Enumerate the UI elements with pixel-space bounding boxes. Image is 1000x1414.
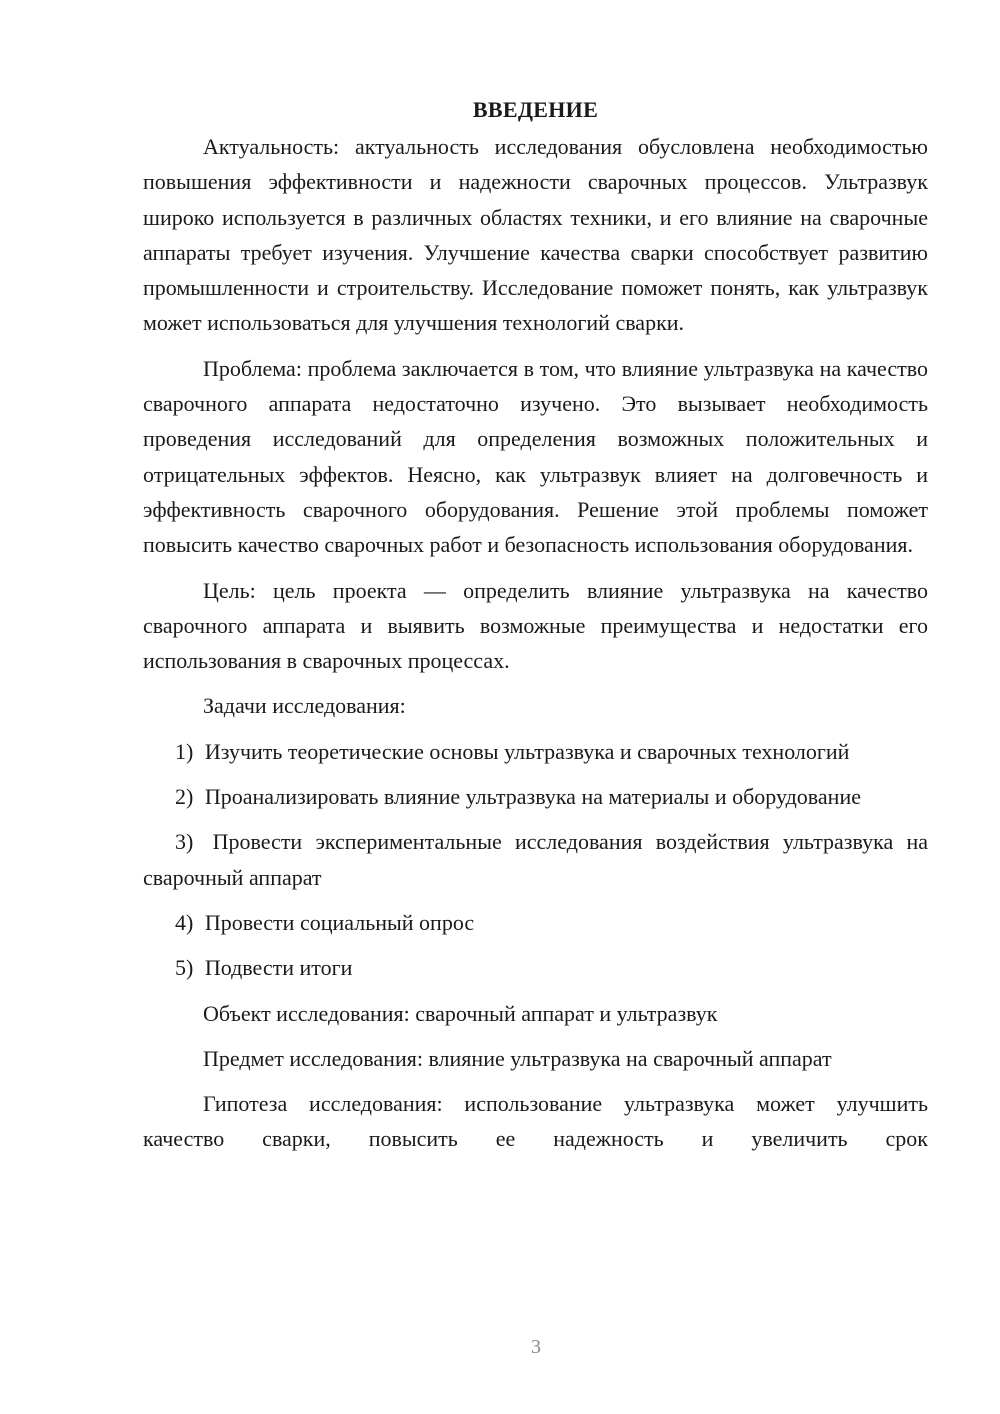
tasks-list xyxy=(143,734,928,986)
paragraph-relevance: Актуальность: актуальность исследования обусловлена необходимостью повышения эффективности и надежности сварочных процессов. Ультразвук широко используется в различных областях техники, и его влияние на сварочные аппараты требует изучения. Улучшение качества сварки способствует развитию промышленности и строительству. Исследование поможет понять, как ультразвук может использоваться для улучшения технологий сварки. xyxy=(143,134,928,336)
list-item-number: 5) xyxy=(175,955,194,981)
list-item-text: Провести социальный опрос xyxy=(204,909,475,935)
list-item xyxy=(143,734,928,769)
paragraph-hypothesis: Гипотеза исследования: использование ультразвука может улучшить качество сварки, повысить ее надежность и увеличить срок xyxy=(143,1091,928,1152)
list-item-number: 4) xyxy=(175,909,194,935)
list-item-text: Провести экспериментальные исследования воздействия ультразвука на сварочный аппарат xyxy=(143,829,929,890)
paragraph-object: Объект исследования: сварочный аппарат и ультразвук xyxy=(203,1000,718,1026)
list-item-text: Подвести итоги xyxy=(204,955,353,981)
list-item-number: 1) xyxy=(175,738,194,764)
section-heading: ВВЕДЕНИЕ xyxy=(472,97,599,122)
page-number: 3 xyxy=(531,1336,541,1358)
list-item-text: Проанализировать влияние ультразвука на материалы и оборудование xyxy=(204,784,861,810)
list-item-text: Изучить теоретические основы ультразвука и сварочных технологий xyxy=(204,738,850,764)
list-item-number: 3) xyxy=(175,829,194,855)
document-page xyxy=(143,92,928,1157)
list-item xyxy=(143,824,928,895)
paragraph-goal: Цель: цель проекта — определить влияние ультразвука на качество сварочного аппарата и выявить возможные преимущества и недостатки его использования в сварочных процессах. xyxy=(143,577,928,674)
paragraph-subject: Предмет исследования: влияние ультразвука на сварочный аппарат xyxy=(203,1045,832,1071)
list-item xyxy=(143,779,928,814)
paragraph-tasks-title: Задачи исследования: xyxy=(203,693,406,719)
list-item xyxy=(143,950,928,985)
list-item xyxy=(143,905,928,940)
paragraph-problem: Проблема: проблема заключается в том, что влияние ультразвука на качество сварочного аппарата недостаточно изучено. Это вызывает необходимость проведения исследований для определения возможных положительных и отрицательных эффектов. Неясно, как ультразвук влияет на долговечность и эффективность сварочного оборудования. Решение этой проблемы поможет повысить качество сварочных работ и безопасность использования оборудования. xyxy=(143,355,928,558)
list-item-number: 2) xyxy=(175,784,194,810)
